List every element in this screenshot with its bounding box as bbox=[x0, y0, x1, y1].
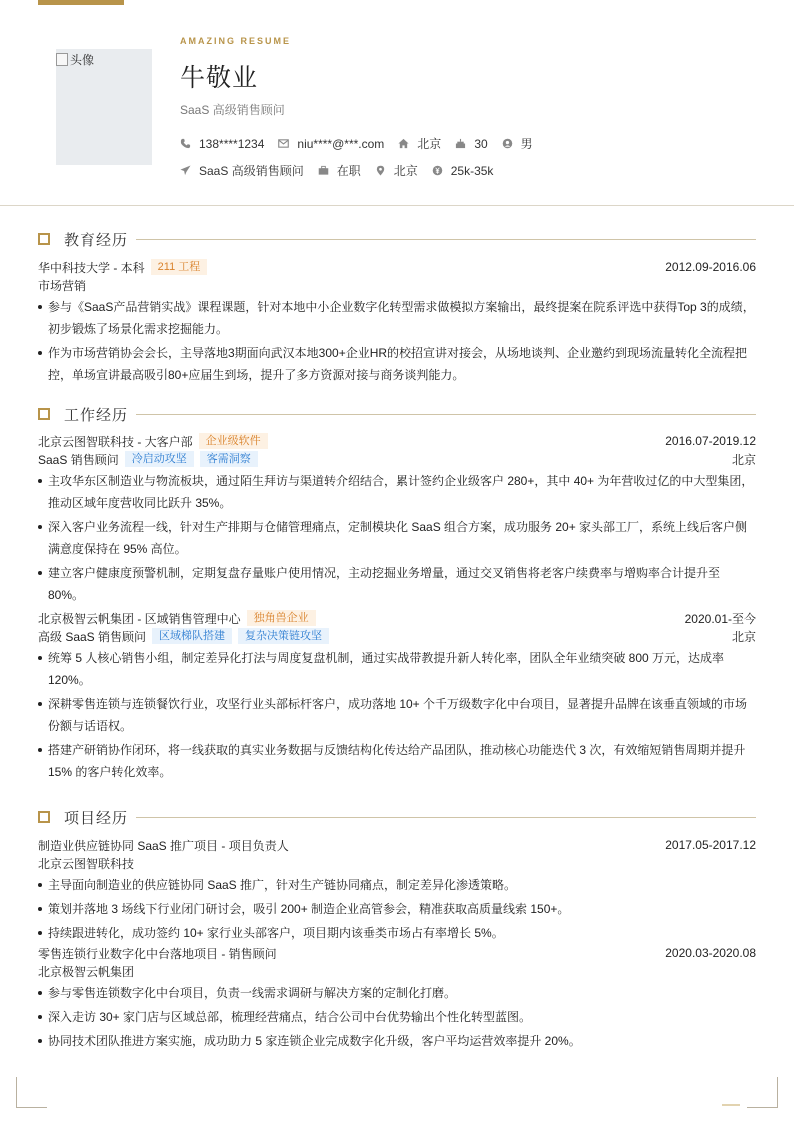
education-date: 2012.09-2016.06 bbox=[665, 260, 756, 274]
info-status: 在职 bbox=[318, 162, 361, 179]
role-tag: 冷启动攻坚 bbox=[125, 451, 194, 467]
list-item: 作为市场营销协会会长，主导落地3期面向武汉本地300+企业HR的校招宣讲对接会，从场地谈判、企业邀约到现场流量转化全流程把控，单场宣讲最高吸引80+应届生到场，提升了多方资源对接与商务谈判能力。 bbox=[38, 342, 756, 386]
project-name: 制造业供应链协同 SaaS 推广项目 - 项目负责人 bbox=[38, 838, 289, 853]
list-item: 深入走访 30+ 家门店与区域总部，梳理经营痛点，结合公司中台优势输出个性化转型蓝图。 bbox=[38, 1006, 756, 1028]
job-entry bbox=[38, 432, 756, 606]
section-title: 项目经历 bbox=[64, 809, 129, 827]
education-major: 市场营销 bbox=[38, 278, 87, 293]
project-bullets bbox=[38, 982, 756, 1052]
education-section bbox=[38, 229, 756, 386]
home-icon bbox=[398, 138, 409, 149]
list-item: 深耕零售连锁与连锁餐饮行业，攻坚行业头部标杆客户，成功落地 10+ 个千万级数字化中台项目，显著提升品牌在该垂直领域的市场份额与话语权。 bbox=[38, 693, 756, 737]
list-item: 主导面向制造业的供应链协同 SaaS 推广，针对生产链协同痛点，制定差异化渗透策略。 bbox=[38, 874, 756, 896]
tagline: AMAZING RESUME bbox=[180, 36, 291, 46]
job-bullets bbox=[38, 470, 756, 606]
list-item: 建立客户健康度预警机制，定期复盘存量账户使用情况，主动挖掘业务增量，通过交叉销售将老客户续费率与增购率合计提升至 80%。 bbox=[38, 562, 756, 606]
job-role: 高级 SaaS 销售顾问 bbox=[38, 629, 147, 644]
project-date: 2020.03-2020.08 bbox=[665, 946, 756, 960]
list-item: 参与零售连锁数字化中台项目，负责一线需求调研与解决方案的定制化打磨。 bbox=[38, 982, 756, 1004]
role-tag: 复杂决策链攻坚 bbox=[238, 628, 329, 644]
broken-image-icon bbox=[56, 53, 68, 66]
project-name: 零售连锁行业数字化中台落地项目 - 销售顾问 bbox=[38, 946, 277, 961]
briefcase-icon bbox=[318, 165, 329, 176]
money-icon bbox=[432, 165, 443, 176]
list-item: 参与《SaaS产品营销实战》课程课题，针对本地中小企业数字化转型需求做模拟方案输出，最终提案在院系评选中获得Top 3的成绩，初步锻炼了场景化需求挖掘能力。 bbox=[38, 296, 756, 340]
section-title: 教育经历 bbox=[64, 231, 129, 249]
info-phone: 138****1234 bbox=[180, 137, 264, 151]
location-icon bbox=[375, 165, 386, 176]
cake-icon bbox=[455, 138, 466, 149]
resume-header bbox=[0, 0, 794, 206]
avatar-alt-text: 头像 bbox=[70, 53, 95, 67]
info-target-role: SaaS 高级销售顾问 bbox=[180, 162, 304, 179]
info-row-1 bbox=[180, 135, 547, 152]
project-entry bbox=[38, 944, 756, 1052]
company-tag: 企业级软件 bbox=[199, 433, 268, 449]
footer-accent bbox=[722, 1104, 740, 1106]
job-role: SaaS 销售顾问 bbox=[38, 452, 119, 467]
job-date: 2016.07-2019.12 bbox=[665, 434, 756, 448]
company-name: 北京极智云帆集团 - 区域销售管理中心 bbox=[38, 611, 241, 626]
projects-heading bbox=[38, 807, 756, 827]
info-row-2 bbox=[180, 162, 507, 179]
list-item: 统筹 5 人核心销售小组，制定差异化打法与周度复盘机制，通过实战带教提升新人转化率，团队全年业绩突破 800 万元，达成率 120%。 bbox=[38, 647, 756, 691]
section-marker-icon bbox=[38, 233, 50, 245]
section-divider bbox=[136, 239, 756, 240]
education-heading bbox=[38, 229, 756, 249]
list-item: 持续跟进转化，成功签约 10+ 家行业头部客户，项目期内该垂类市场占有率增长 5%。 bbox=[38, 922, 756, 944]
role-tag: 客需洞察 bbox=[200, 451, 258, 467]
section-divider bbox=[136, 414, 756, 415]
section-marker-icon bbox=[38, 408, 50, 420]
avatar bbox=[56, 49, 152, 165]
projects-section bbox=[38, 807, 756, 1052]
list-item: 策划并落地 3 场线下行业闭门研讨会，吸引 200+ 制造企业高管参会，精准获取高质量线索 150+。 bbox=[38, 898, 756, 920]
info-target-city: 北京 bbox=[375, 162, 418, 179]
list-item: 深入客户业务流程一线，针对生产排期与仓储管理痛点，定制模块化 SaaS 组合方案，成功服务 20+ 家头部工厂，系统上线后客户侧满意度保持在 95% 高位。 bbox=[38, 516, 756, 560]
education-bullets bbox=[38, 296, 756, 386]
info-city: 北京 bbox=[398, 135, 441, 152]
job-location: 北京 bbox=[731, 629, 756, 644]
list-item: 协同技术团队推进方案实施，成功助力 5 家连锁企业完成数字化升级，客户平均运营效率提升 20%。 bbox=[38, 1030, 756, 1052]
work-heading bbox=[38, 404, 756, 424]
section-divider bbox=[136, 817, 756, 818]
job-date: 2020.01-至今 bbox=[684, 611, 756, 626]
section-marker-icon bbox=[38, 811, 50, 823]
education-entry bbox=[38, 258, 756, 386]
section-title: 工作经历 bbox=[64, 406, 129, 424]
send-icon bbox=[180, 165, 191, 176]
work-section bbox=[38, 404, 756, 783]
candidate-title: SaaS 高级销售顾问 bbox=[180, 103, 285, 117]
job-bullets bbox=[38, 647, 756, 783]
gender-icon bbox=[502, 138, 513, 149]
corner-ornament-left bbox=[16, 1077, 47, 1108]
mail-icon bbox=[278, 138, 289, 149]
info-email: niu****@***.com bbox=[278, 137, 384, 151]
company-tag: 独角兽企业 bbox=[247, 610, 316, 626]
job-location: 北京 bbox=[731, 452, 756, 467]
role-tag: 区域梯队搭建 bbox=[152, 628, 232, 644]
phone-icon bbox=[180, 138, 191, 149]
list-item: 搭建产研销协作闭环，将一线获取的真实业务数据与反馈结构化传达给产品团队，推动核心功能迭代 3 次，有效缩短销售周期并提升 15% 的客户转化效率。 bbox=[38, 739, 756, 783]
project-org: 北京云图智联科技 bbox=[38, 856, 135, 871]
candidate-name: 牛敬业 bbox=[180, 64, 259, 92]
info-gender: 男 bbox=[502, 135, 533, 152]
company-name: 北京云图智联科技 - 大客户部 bbox=[38, 434, 193, 449]
avatar-alt bbox=[56, 51, 94, 68]
corner-ornament-right bbox=[747, 1077, 778, 1108]
project-date: 2017.05-2017.12 bbox=[665, 838, 756, 852]
job-entry bbox=[38, 609, 756, 783]
project-org: 北京极智云帆集团 bbox=[38, 964, 135, 979]
info-salary: 25k-35k bbox=[432, 164, 494, 178]
list-item: 主攻华东区制造业与物流板块，通过陌生拜访与渠道转介绍结合，累计签约企业级客户 280+，其中 40+ 为年营收过亿的中大型集团，推动区域年度营收同比跃升 35%。 bbox=[38, 470, 756, 514]
info-age: 30 bbox=[455, 137, 487, 151]
school-tag: 211 工程 bbox=[151, 259, 208, 275]
project-bullets bbox=[38, 874, 756, 944]
project-entry bbox=[38, 836, 756, 944]
school-name: 华中科技大学 - 本科 bbox=[38, 260, 145, 275]
